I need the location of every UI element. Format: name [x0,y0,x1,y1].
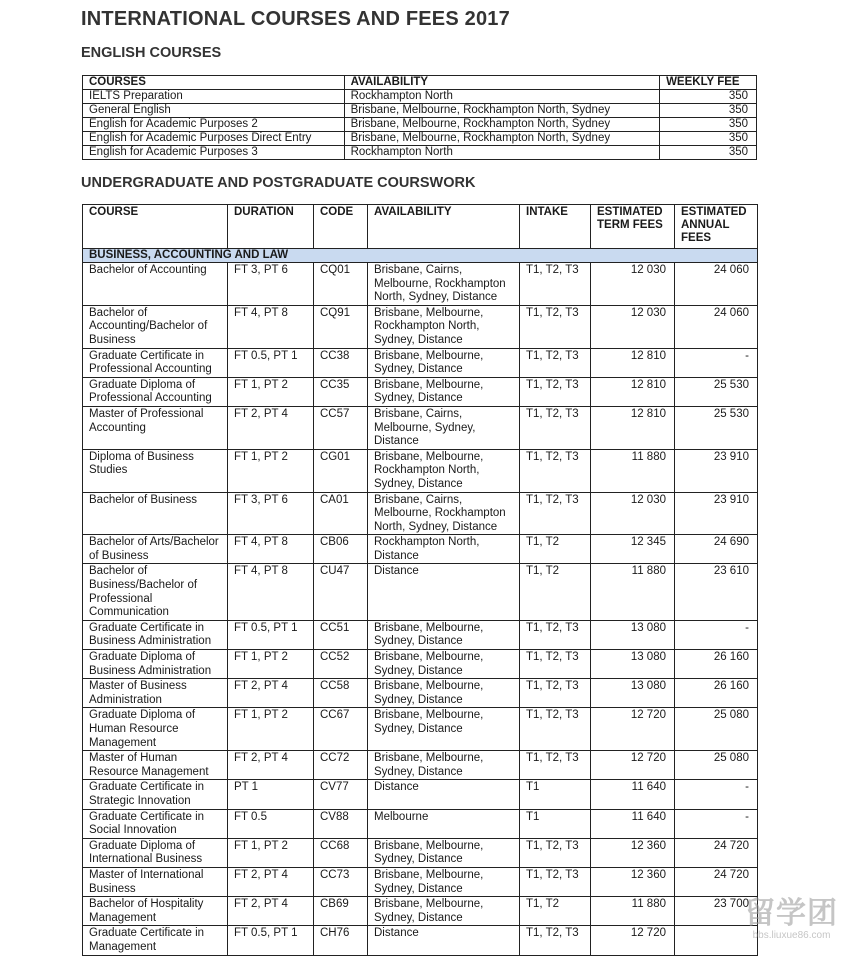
annual-fees: 24 060 [675,305,758,348]
code: CC58 [314,679,368,708]
duration: FT 3, PT 6 [228,492,314,535]
course-row [83,305,758,348]
english-course-row [83,104,757,118]
annual-fees: 23 700 [675,897,758,926]
course-row [83,348,758,377]
term-fees: 12 720 [591,708,675,751]
intake: T1, T2, T3 [520,620,591,649]
english-courses-heading: ENGLISH COURSES [81,45,222,61]
course-row [83,492,758,535]
intake: T1, T2, T3 [520,708,591,751]
course-row [83,926,758,955]
duration: FT 2, PT 4 [228,897,314,926]
course-name: Graduate Diploma of International Business [83,838,228,867]
course-name: Bachelor of Accounting [83,263,228,306]
annual-fees: 25 080 [675,751,758,780]
term-fees: 12 810 [591,377,675,406]
intake: T1, T2 [520,564,591,620]
course-row [83,809,758,838]
section-row [83,249,758,263]
term-fees: 11 880 [591,564,675,620]
availability: Brisbane, Melbourne, Sydney, Distance [368,838,520,867]
annual-fees: 24 720 [675,867,758,896]
code: CC67 [314,708,368,751]
course-name: English for Academic Purposes 2 [83,118,345,132]
duration: FT 0.5 [228,809,314,838]
term-fees: 12 720 [591,751,675,780]
duration: FT 4, PT 8 [228,535,314,564]
duration: FT 4, PT 8 [228,564,314,620]
intake: T1, T2 [520,535,591,564]
course-row [83,867,758,896]
duration: FT 1, PT 2 [228,650,314,679]
coursework-table-header [83,205,758,249]
header-courses: COURSES [83,76,345,90]
course-row [83,708,758,751]
intake: T1, T2, T3 [520,926,591,955]
code: CQ91 [314,305,368,348]
english-course-row [83,132,757,146]
course-name: Master of Business Administration [83,679,228,708]
duration: FT 2, PT 4 [228,751,314,780]
header-intake: INTAKE [520,205,591,249]
watermark-url: bbs.liuxue86.com [752,930,831,941]
watermark-text: 留学团 [745,897,838,930]
code: CC68 [314,838,368,867]
code: CC72 [314,751,368,780]
availability: Distance [368,780,520,809]
availability: Brisbane, Melbourne, Sydney, Distance [368,897,520,926]
annual-fees: 24 060 [675,263,758,306]
availability: Brisbane, Melbourne, Sydney, Distance [368,620,520,649]
availability: Rockhampton North [344,90,660,104]
code: CC35 [314,377,368,406]
course-row [83,620,758,649]
intake: T1, T2, T3 [520,449,591,492]
term-fees: 12 810 [591,406,675,449]
course-row [83,650,758,679]
intake: T1, T2, T3 [520,838,591,867]
duration: FT 0.5, PT 1 [228,926,314,955]
code: CB69 [314,897,368,926]
availability: Brisbane, Melbourne, Rockhampton North, Sydney [344,118,660,132]
term-fees: 12 810 [591,348,675,377]
english-course-row [83,146,757,160]
annual-fees: 25 080 [675,708,758,751]
annual-fees: - [675,780,758,809]
code: CV88 [314,809,368,838]
availability: Brisbane, Melbourne, Sydney, Distance [368,348,520,377]
term-fees: 11 880 [591,449,675,492]
watermark [745,898,838,942]
course-name: English for Academic Purposes Direct Entry [83,132,345,146]
course-name: General English [83,104,345,118]
duration: FT 2, PT 4 [228,406,314,449]
course-name: Bachelor of Hospitality Management [83,897,228,926]
term-fees: 12 030 [591,305,675,348]
availability: Brisbane, Melbourne, Rockhampton North, Sydney, Distance [368,449,520,492]
weekly-fee: 350 [660,146,757,160]
availability: Brisbane, Melbourne, Rockhampton North, Sydney [344,132,660,146]
annual-fees: 26 160 [675,679,758,708]
annual-fees: 25 530 [675,406,758,449]
availability: Brisbane, Cairns, Melbourne, Rockhampton North, Sydney, Distance [368,492,520,535]
weekly-fee: 350 [660,104,757,118]
term-fees: 12 030 [591,492,675,535]
term-fees: 13 080 [591,650,675,679]
code: CB06 [314,535,368,564]
availability: Rockhampton North [344,146,660,160]
english-course-row [83,90,757,104]
term-fees: 13 080 [591,679,675,708]
course-name: Diploma of Business Studies [83,449,228,492]
duration: FT 1, PT 2 [228,377,314,406]
term-fees: 11 880 [591,897,675,926]
course-name: IELTS Preparation [83,90,345,104]
course-name: Bachelor of Business/Bachelor of Professional Communication [83,564,228,620]
code: CH76 [314,926,368,955]
annual-fees: - [675,620,758,649]
code: CC73 [314,867,368,896]
duration: FT 0.5, PT 1 [228,620,314,649]
annual-fees: - [675,348,758,377]
intake: T1, T2, T3 [520,305,591,348]
course-row [83,377,758,406]
course-name: Graduate Certificate in Business Administration [83,620,228,649]
course-row [83,535,758,564]
duration: FT 2, PT 4 [228,679,314,708]
coursework-heading: UNDERGRADUATE AND POSTGRADUATE COURSWORK [81,175,476,191]
intake: T1 [520,809,591,838]
term-fees: 12 345 [591,535,675,564]
intake: T1, T2, T3 [520,406,591,449]
annual-fees: 26 160 [675,650,758,679]
availability: Brisbane, Cairns, Melbourne, Sydney, Distance [368,406,520,449]
code: CG01 [314,449,368,492]
duration: FT 1, PT 2 [228,838,314,867]
availability: Brisbane, Melbourne, Sydney, Distance [368,679,520,708]
code: CQ01 [314,263,368,306]
term-fees: 12 360 [591,838,675,867]
course-name: Graduate Certificate in Professional Accounting [83,348,228,377]
course-name: Graduate Diploma of Human Resource Management [83,708,228,751]
course-name: Graduate Diploma of Professional Accounting [83,377,228,406]
header-annual-fees: ESTIMATED ANNUAL FEES [675,205,758,249]
course-row [83,564,758,620]
header-availability: AVAILABILITY [344,76,660,90]
intake: T1, T2, T3 [520,867,591,896]
weekly-fee: 350 [660,118,757,132]
duration: PT 1 [228,780,314,809]
course-name: Graduate Certificate in Social Innovation [83,809,228,838]
term-fees: 12 030 [591,263,675,306]
weekly-fee: 350 [660,90,757,104]
annual-fees: 23 610 [675,564,758,620]
annual-fees: - [675,809,758,838]
availability: Distance [368,564,520,620]
course-name: Master of International Business [83,867,228,896]
intake: T1, T2, T3 [520,492,591,535]
header-duration: DURATION [228,205,314,249]
header-course: COURSE [83,205,228,249]
intake: T1, T2, T3 [520,377,591,406]
intake: T1, T2, T3 [520,263,591,306]
header-term-fees: ESTIMATED TERM FEES [591,205,675,249]
term-fees: 11 640 [591,809,675,838]
duration: FT 4, PT 8 [228,305,314,348]
course-name: Bachelor of Arts/Bachelor of Business [83,535,228,564]
duration: FT 0.5, PT 1 [228,348,314,377]
availability: Brisbane, Melbourne, Rockhampton North, Sydney, Distance [368,305,520,348]
header-availability: AVAILABILITY [368,205,520,249]
header-code: CODE [314,205,368,249]
intake: T1, T2, T3 [520,751,591,780]
code: CA01 [314,492,368,535]
term-fees: 11 640 [591,780,675,809]
availability: Brisbane, Melbourne, Sydney, Distance [368,708,520,751]
course-row [83,897,758,926]
annual-fees: 23 910 [675,449,758,492]
english-table-header [83,76,757,90]
course-name: Bachelor of Accounting/Bachelor of Business [83,305,228,348]
availability: Brisbane, Cairns, Melbourne, Rockhampton North, Sydney, Distance [368,263,520,306]
code: CC52 [314,650,368,679]
availability: Rockhampton North, Distance [368,535,520,564]
availability: Brisbane, Melbourne, Rockhampton North, Sydney [344,104,660,118]
code: CC38 [314,348,368,377]
code: CV77 [314,780,368,809]
availability: Distance [368,926,520,955]
intake: T1 [520,780,591,809]
availability: Brisbane, Melbourne, Sydney, Distance [368,650,520,679]
page-title: INTERNATIONAL COURSES AND FEES 2017 [81,8,510,30]
availability: Brisbane, Melbourne, Sydney, Distance [368,751,520,780]
course-name: Master of Human Resource Management [83,751,228,780]
annual-fees: 24 720 [675,838,758,867]
term-fees: 13 080 [591,620,675,649]
header-weekly-fee: WEEKLY FEE [660,76,757,90]
code: CC51 [314,620,368,649]
duration: FT 1, PT 2 [228,449,314,492]
section-label: BUSINESS, ACCOUNTING AND LAW [83,249,758,263]
intake: T1, T2, T3 [520,679,591,708]
code: CC57 [314,406,368,449]
course-name: Graduate Certificate in Management [83,926,228,955]
course-row [83,263,758,306]
course-name: Graduate Certificate in Strategic Innovation [83,780,228,809]
course-row [83,780,758,809]
term-fees: 12 720 [591,926,675,955]
english-courses-table [82,75,757,160]
course-name: Graduate Diploma of Business Administration [83,650,228,679]
duration: FT 2, PT 4 [228,867,314,896]
intake: T1, T2, T3 [520,650,591,679]
course-row [83,751,758,780]
annual-fees: 24 690 [675,535,758,564]
course-name: Master of Professional Accounting [83,406,228,449]
term-fees: 12 360 [591,867,675,896]
duration: FT 3, PT 6 [228,263,314,306]
duration: FT 1, PT 2 [228,708,314,751]
weekly-fee: 350 [660,132,757,146]
availability: Melbourne [368,809,520,838]
availability: Brisbane, Melbourne, Sydney, Distance [368,867,520,896]
annual-fees: 25 530 [675,377,758,406]
course-row [83,838,758,867]
coursework-table [82,204,758,956]
annual-fees: 23 910 [675,492,758,535]
course-name: English for Academic Purposes 3 [83,146,345,160]
intake: T1, T2 [520,897,591,926]
course-row [83,449,758,492]
course-row [83,406,758,449]
intake: T1, T2, T3 [520,348,591,377]
course-row [83,679,758,708]
code: CU47 [314,564,368,620]
availability: Brisbane, Melbourne, Sydney, Distance [368,377,520,406]
course-name: Bachelor of Business [83,492,228,535]
english-course-row [83,118,757,132]
